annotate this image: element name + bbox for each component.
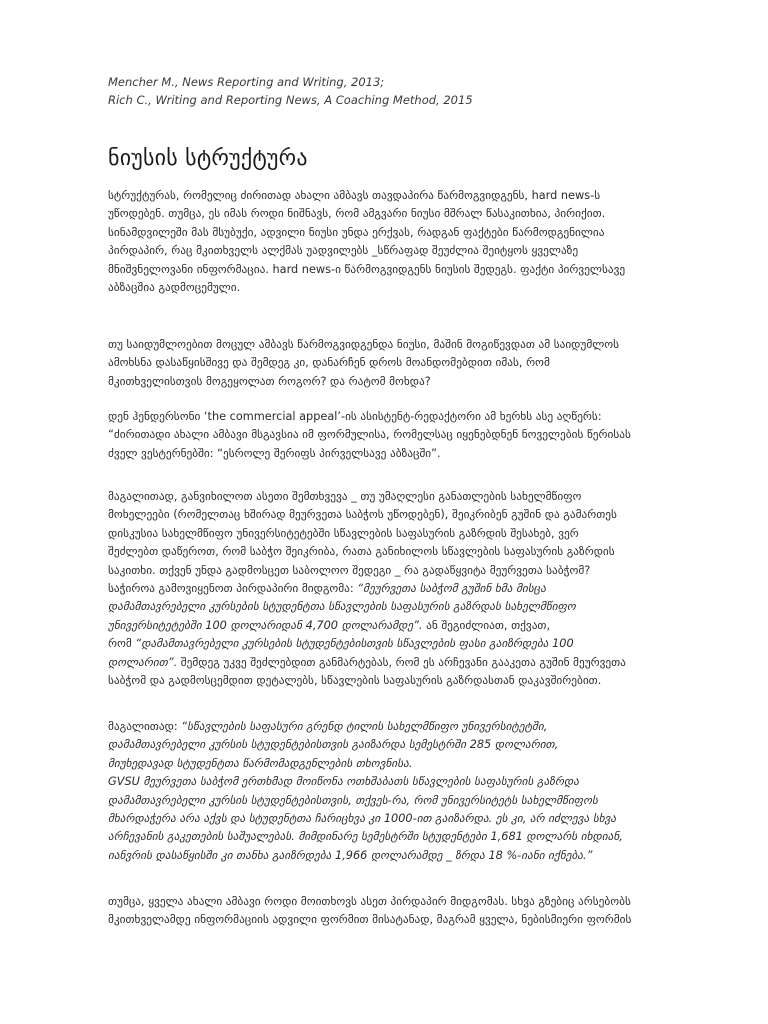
reference-line: Rich C., Writing and Reporting News, A Coaching Method, 2015	[108, 93, 473, 107]
text-line	[108, 580, 713, 598]
paragraph-6	[108, 893, 713, 930]
text-line	[108, 635, 713, 653]
quote-line: მიუხედავად სტუდენტთა წარმომადგენლების თხოვნისა.	[108, 756, 413, 770]
quote-line: იანვრის დასაწყისში კი თანხა გაიზრდება 1,966 დოლარამდე _ ზრდა 18 %-იანი იქნება.”	[108, 848, 593, 862]
paragraph-1	[108, 187, 713, 297]
quote-run: უნივერსიტეტებში 100 დოლარიდან 4,700 დოლარამდე”.	[108, 618, 423, 632]
text-line	[108, 718, 713, 736]
paragraph-5	[108, 718, 713, 865]
quote-run: “სწავლების საფასური გრენდ ტილის სახელმწიფო უნივერსიტეტში,	[181, 720, 548, 733]
text-line: სტრუქტურას, რომელიც ძირითად ახალი ამბავს თავდაპირა წარმოგვიდგენს, hard news-ს	[108, 189, 601, 202]
text-line: დენ ჰენდერსონი ‘the commercial appeal’-ის ასისტენტ-რედაქტორი ამ ხერხს ასე აღწერს:	[108, 410, 602, 423]
quote-run: დოლარით”.	[108, 655, 178, 669]
text-line: თუ საიდუმლოებით მოცულ ამბავს წარმოგვიდგენდა ნიუსი, მაშინ მოგიწევდათ ამ საიდუმლოს	[108, 338, 620, 351]
quote-line: დამამთავრებელი კურსის სტუდენტებისთვის გაიზარდა სემესტრში 285 დოლარით,	[108, 738, 559, 752]
text-line: მოხელეები (რომელთაც ხშირად მეურვეთა საბჭოს უწოდებენ), შეიკრიბენ გუშინ და გამართეს	[108, 508, 617, 522]
quote-run: “დამამთავრებელი კურსების სტუდენტებისთვის სწავლების ფასი გაიზრდება 100	[135, 637, 574, 651]
quote-line: არჩევანის გაკეთების საშუალებას. მიმდინარე სემესტრში სტუდენტები 1,681 დოლარს იხდიან,	[108, 830, 623, 844]
text-run: ან შეგიძლიათ, თქვათ,	[422, 618, 551, 632]
text-run: მაგალითად:	[108, 720, 182, 733]
quote-line: მხარდაჭერა არა აქვს და სტუდენტთა ჩარიცხვა კი 1000-ით გაიზარდა. ეს კი, არ იძლევა სხვა	[108, 812, 617, 826]
quote-run: “მეურვეთა საბჭომ გუშინ ხმა მისცა	[357, 582, 546, 596]
text-run: შემდეგ უკვე შეძლებდით განმარტებას, რომ ეს არჩევანი გააკეთა გუშინ მეურვეთა	[177, 655, 626, 669]
quote-line: GVSU მეურვეთა საბჭომ ერთხმად მოიწონა ოთხშაბათს სწავლების საფასურის გაზრდა	[108, 775, 579, 789]
reference-line: Mencher M., News Reporting and Writing, 2013;	[108, 75, 385, 89]
text-line	[108, 617, 713, 635]
text-line: მკითხველისთვის მოგეყოლათ როგორ? და რატომ მოხდა?	[108, 374, 431, 388]
text-line	[108, 654, 713, 672]
text-line: შეძლებთ დაწეროთ, რომ საბჭო შეიკრიბა, რათა განიხილოს სწავლების საფასურის გაზრდის	[108, 545, 615, 559]
text-line: პირდაპირ, რაც მკითხველს ალქმას უადვილებს _სწრაფად შეუძლია შეიტყოს ყველაზე	[108, 244, 579, 258]
references	[108, 73, 708, 109]
text-line: დისკუსია სახელმწიფო უნივერსიტეტებში სწავლების საფასურის გაზრდის შესახებ, ვერ	[108, 526, 579, 540]
text-run: საჭიროა გამოვიყენოთ პირდაპირი მიდგომა:	[108, 582, 358, 596]
text-line: უწოდებენ. თუმცა, ეს იმას როდი ნიშნავს, რომ ამგვარი ნიუსი მშრალ წასაკითხია, პირიქით.	[108, 207, 606, 221]
text-line: თუმცა, ყველა ახალი ამბავი როდი მოითხოვს ასეთ პირდაპირ მიდგომას. სხვა გზებიც არსებობს	[108, 895, 631, 908]
page-title: ნიუსის სტრუქტურა	[108, 146, 308, 171]
paragraph-4	[108, 488, 713, 690]
text-line: მკითხველამდე ინფორმაციის ადვილი ფორმით მისატანად, მაგრამ ყველა, ნებისმიერი ფორმის	[108, 913, 632, 927]
text-line: ძველ ვესტერნებში: “ესროლე შერიფს პირველსავე აბზაცში”.	[108, 446, 441, 460]
text-line: აბზაცშია გადმოცემული.	[108, 281, 241, 295]
text-line: საბჭომ და გადმოსცემდით დეტალებს, სწავლების საფასურის გაზრდასთან დაკავშირებით.	[108, 674, 602, 688]
text-line: საკითხი. თქვენ უნდა გადმოსცეთ საბოლოო შედეგი _ რა გადაწყვიტა მეურვეთა საბჭომ?	[108, 563, 591, 577]
text-line: “ძირითადი ახალი ამბავი მსგავსია იმ ფორმულისა, რომელსაც იყენებდნენ ნოველების წერისას	[108, 428, 631, 442]
text-line: ამოხსნა დასაწყისშივე და შემდეგ კი, დანარჩენ დროს მოანდომებდით იმას, რომ	[108, 356, 550, 370]
text-run: რომ	[108, 637, 136, 651]
text-line: მაგალითად, განვიხილოთ ასეთი შემთხვევა _ თუ უმაღლესი განათლების სახელმწიფო	[108, 490, 582, 503]
paragraph-2	[108, 336, 713, 391]
paragraph-3	[108, 408, 713, 463]
text-line: მნიშვნელოვანი ინფორმაცია. hard news-ი წარმოგვიდგენს ნიუსის შედეგს. ფაქტი პირველსავე	[108, 262, 626, 276]
quote-line: დამამთავრებელი კურსების სტუდენტთა სწავლების საფასურის გაზრდას სახელმწიფო	[108, 600, 576, 614]
text-line: სინამდვილეში მას მსუბუქი, ადვილი ნიუსი უნდა ერქვას, რადგან ფაქტები წარმოდგენილია	[108, 225, 605, 239]
quote-line: დამამთავრებელი კურსის სტუდენტებისთვის, თქვეს-რა, რომ უნივერსიტეტს სახელმწიფოს	[108, 793, 598, 807]
